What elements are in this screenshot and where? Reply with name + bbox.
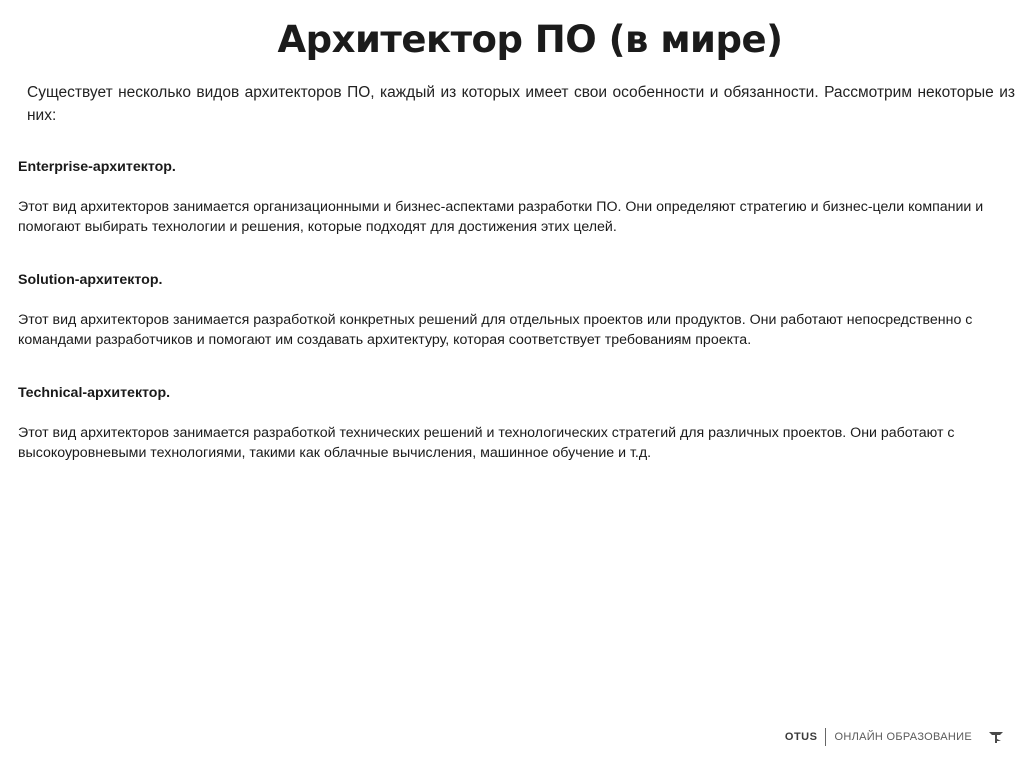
section-body: Этот вид архитекторов занимается разработкой технических решений и технологических стратегий для различных проектов. Они работают с высокоуровневыми технологиями, такими как облачные вычисления, машинное обучение и т.д.: [18, 425, 955, 461]
footer-divider: [825, 728, 826, 746]
section-body: Этот вид архитекторов занимается разработкой конкретных решений для отдельных проектов или продуктов. Они работают непосредственно с командами разработчиков и помогают им создавать архитектуру, которая соответствует требованиям проекта.: [18, 312, 973, 348]
slide-title: Архитектор ПО (в мире): [277, 18, 783, 61]
otus-logo-icon: [988, 729, 1004, 745]
footer-branding: [785, 727, 1004, 747]
section-heading: [18, 270, 1013, 290]
brand-tagline: ОНЛАЙН ОБРАЗОВАНИЕ: [834, 731, 972, 743]
section-enterprise: [18, 157, 1013, 237]
heading-prefix: Enterprise-: [18, 159, 93, 175]
section-technical: [18, 383, 1013, 463]
heading-prefix: Technical-: [18, 385, 88, 401]
section-solution: [18, 270, 1013, 350]
section-heading: [18, 383, 1013, 403]
heading-suffix: архитектор.: [87, 385, 171, 401]
heading-suffix: архитектор.: [79, 272, 163, 288]
intro-paragraph: Существует несколько видов архитекторов ПО, каждый из которых имеет свои особенности и обязанности. Рассмотрим некоторые из них:: [27, 84, 1015, 124]
brand-name: OTUS: [784, 731, 818, 743]
section-heading: [18, 157, 1013, 177]
heading-prefix: Solution-: [18, 272, 80, 288]
heading-suffix: архитектор.: [92, 159, 176, 175]
section-body: Этот вид архитекторов занимается организационными и бизнес-аспектами разработки ПО. Они определяют стратегию и бизнес-цели компании и помогают выбирать технологии и решения, которые подходят для достижения этих целей.: [18, 199, 984, 235]
